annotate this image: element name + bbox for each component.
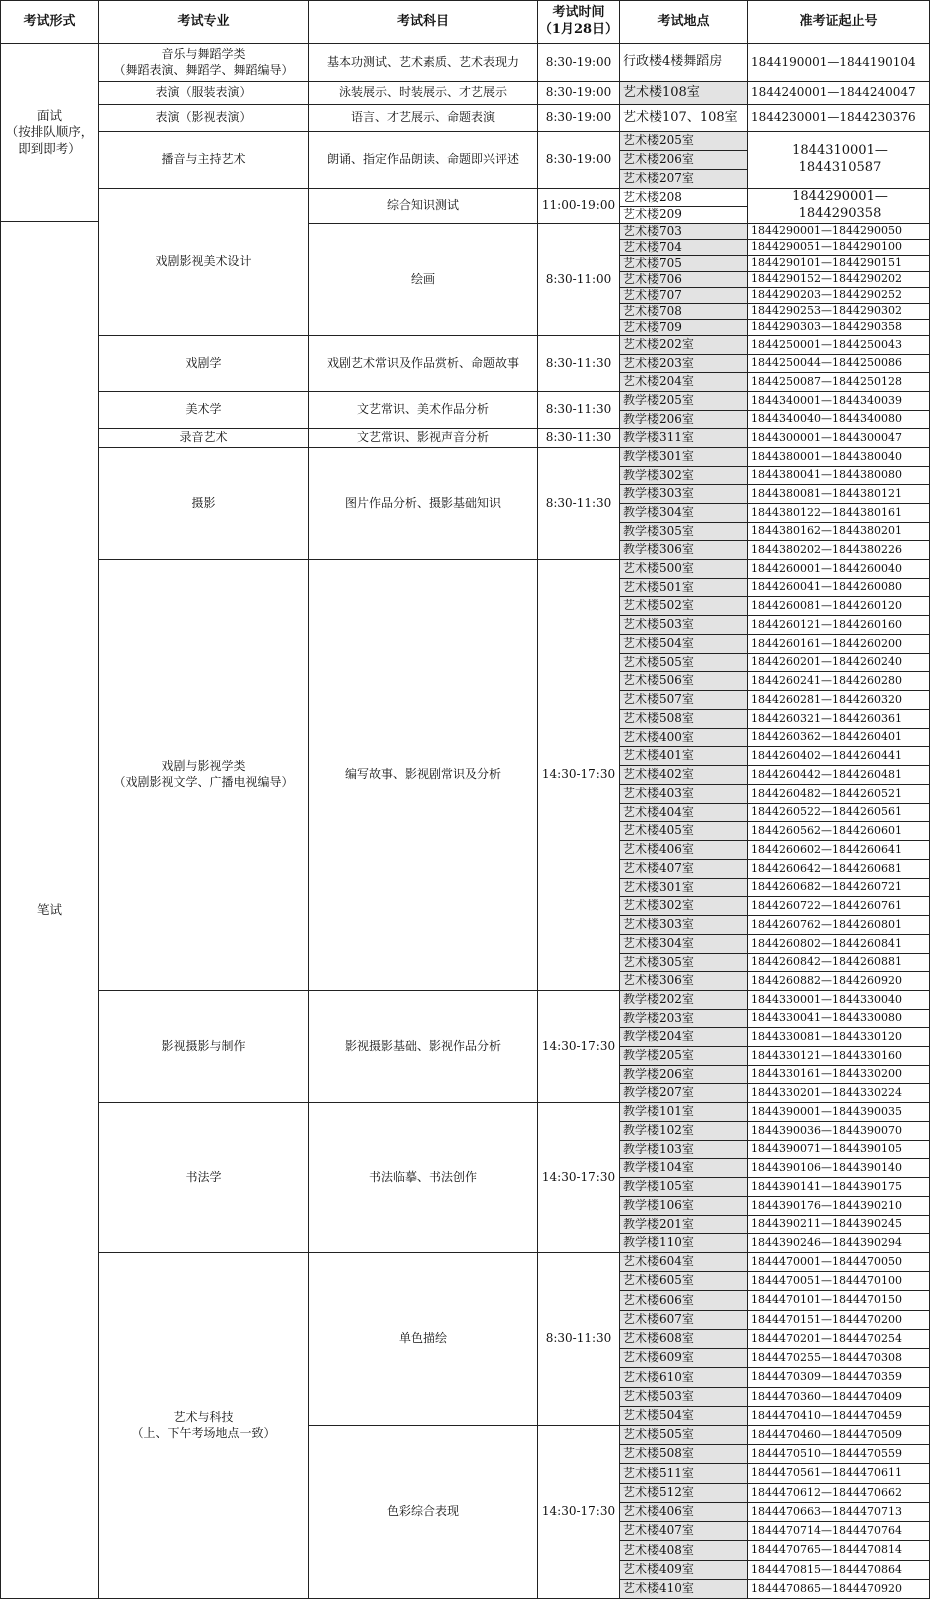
subject-g11: 影视摄影基础、影视作品分析: [308, 990, 538, 1103]
ticket-range-g13a-6: 1844470255—1844470308: [747, 1348, 930, 1368]
ticket-range-g12-3: 1844390071—1844390105: [747, 1140, 930, 1159]
ticket-range-g10-16: 1844260602—1844260641: [747, 840, 930, 860]
time-g12: 14:30-17:30: [537, 1102, 620, 1253]
exam-location-g9-3: 教学楼303室: [619, 484, 748, 504]
ticket-range-g6-2: 1844250044—1844250086: [747, 354, 930, 373]
subject-g12: 书法临摹、书法创作: [308, 1102, 538, 1253]
major-g7: 美术学: [98, 391, 309, 429]
ticket-range-g13a-7: 1844470309—1844470359: [747, 1367, 930, 1388]
exam-location-g10-10: 艺术楼400室: [619, 728, 748, 747]
time-g2: 8:30-19:00: [537, 81, 620, 105]
time-g4: 8:30-19:00: [537, 131, 620, 189]
major-g13: 艺术与科技 （上、下午考场地点一致）: [98, 1252, 309, 1599]
major-g6: 戏剧学: [98, 335, 309, 392]
exam-location-g10-7: 艺术楼506室: [619, 671, 748, 691]
ticket-range-g13a-4: 1844470151—1844470200: [747, 1310, 930, 1330]
subject-g5-1: 综合知识测试: [308, 188, 538, 224]
ticket-range-g6-1: 1844250001—1844250043: [747, 335, 930, 355]
time-g3: 8:30-19:00: [537, 104, 620, 132]
ticket-range-g10-17: 1844260642—1844260681: [747, 859, 930, 879]
ticket-range-g5b-5: 1844290203—1844290252: [747, 287, 930, 304]
ticket-range-g11-5: 1844330161—1844330200: [747, 1065, 930, 1084]
major-g3: 表演（影视表演）: [98, 104, 309, 132]
exam-location-g4-1: 艺术楼205室: [619, 131, 748, 151]
exam-location-g7-1: 教学楼205室: [619, 391, 748, 411]
ticket-range-g12-1: 1844390001—1844390035: [747, 1102, 930, 1122]
exam-location-g4-2: 艺术楼206室: [619, 150, 748, 170]
header-exam-time: 考试时间 （1月28日）: [537, 0, 620, 44]
ticket-range-g13b-7: 1844470765—1844470814: [747, 1540, 930, 1561]
exam-location-g10-20: 艺术楼303室: [619, 915, 748, 935]
exam-location-g13a-3: 艺术楼606室: [619, 1290, 748, 1311]
ticket-range-g10-1: 1844260001—1844260040: [747, 559, 930, 579]
ticket-range-g2-1: 1844240001—1844240047: [747, 81, 930, 105]
exam-location-g5b-3: 艺术楼705: [619, 255, 748, 272]
exam-location-g10-18: 艺术楼301室: [619, 878, 748, 897]
subject-g1: 基本功测试、艺术素质、艺术表现力: [308, 43, 538, 82]
subject-g7: 文艺常识、美术作品分析: [308, 391, 538, 429]
ticket-range-g1-1: 1844190001—1844190104: [747, 43, 930, 82]
major-g5: 戏剧影视美术设计: [98, 188, 309, 336]
major-g8: 录音艺术: [98, 428, 309, 448]
exam-location-g13b-2: 艺术楼508室: [619, 1444, 748, 1464]
exam-location-g6-3: 艺术楼204室: [619, 372, 748, 392]
ticket-range-g13b-1: 1844470460—1844470509: [747, 1425, 930, 1445]
header-exam-subject: 考试科目: [308, 0, 538, 44]
exam-location-g10-6: 艺术楼505室: [619, 653, 748, 672]
subject-g5-2: 绘画: [308, 223, 538, 336]
ticket-range-g10-9: 1844260321—1844260361: [747, 709, 930, 729]
exam-location-g5a-2: 艺术楼209: [619, 206, 748, 224]
exam-location-g5b-2: 艺术楼704: [619, 239, 748, 256]
ticket-range-g11-4: 1844330121—1844330160: [747, 1046, 930, 1066]
ticket-range-g9-5: 1844380162—1844380201: [747, 522, 930, 541]
ticket-range-g13a-8: 1844470360—1844470409: [747, 1387, 930, 1407]
major-g4: 播音与主持艺术: [98, 131, 309, 189]
ticket-range-g10-8: 1844260281—1844260320: [747, 690, 930, 710]
subject-g6: 戏剧艺术常识及作品赏析、命题故事: [308, 335, 538, 392]
ticket-range-g5b-6: 1844290253—1844290302: [747, 303, 930, 320]
ticket-range-g5b-2: 1844290051—1844290100: [747, 239, 930, 256]
exam-location-g9-5: 教学楼305室: [619, 522, 748, 541]
ticket-range-g10-19: 1844260722—1844260761: [747, 896, 930, 916]
exam-location-g5a-1: 艺术楼208: [619, 188, 748, 207]
ticket-range-g5b-1: 1844290001—1844290050: [747, 223, 930, 240]
header-ticket-range: 准考证起止号: [747, 0, 930, 44]
exam-location-g10-19: 艺术楼302室: [619, 896, 748, 916]
time-g7: 8:30-11:30: [537, 391, 620, 429]
exam-location-g10-11: 艺术楼401室: [619, 746, 748, 766]
exam-location-g10-12: 艺术楼402室: [619, 765, 748, 785]
exam-location-g5b-1: 艺术楼703: [619, 223, 748, 240]
exam-location-g11-2: 教学楼203室: [619, 1009, 748, 1028]
ticket-range-g5b-7: 1844290303—1844290358: [747, 319, 930, 336]
subject-g10: 编写故事、影视剧常识及分析: [308, 559, 538, 991]
exam-location-g10-23: 艺术楼306室: [619, 971, 748, 991]
exam-location-g10-13: 艺术楼403室: [619, 784, 748, 804]
time-g11: 14:30-17:30: [537, 990, 620, 1103]
ticket-range-g10-12: 1844260442—1844260481: [747, 765, 930, 785]
exam-location-g12-7: 教学楼201室: [619, 1215, 748, 1234]
ticket-range-g7-2: 1844340040—1844340080: [747, 410, 930, 429]
exam-location-g11-3: 教学楼204室: [619, 1027, 748, 1047]
time-g5-1: 11:00-19:00: [537, 188, 620, 224]
time-g6: 8:30-11:30: [537, 335, 620, 392]
exam-location-g10-2: 艺术楼501室: [619, 578, 748, 597]
exam-location-g11-1: 教学楼202室: [619, 990, 748, 1010]
form-interview: 面试 （按排队顺序， 即到即考）: [0, 43, 99, 222]
major-g12: 书法学: [98, 1102, 309, 1253]
ticket-range-g11-2: 1844330041—1844330080: [747, 1009, 930, 1028]
ticket-range-g12-6: 1844390176—1844390210: [747, 1196, 930, 1216]
exam-location-g12-3: 教学楼103室: [619, 1140, 748, 1159]
ticket-range-g10-6: 1844260201—1844260240: [747, 653, 930, 672]
exam-location-g10-16: 艺术楼406室: [619, 840, 748, 860]
ticket-range-g10-7: 1844260241—1844260280: [747, 671, 930, 691]
ticket-range-g10-22: 1844260842—1844260881: [747, 953, 930, 972]
time-g13-2: 14:30-17:30: [537, 1425, 620, 1599]
ticket-range-g11-3: 1844330081—1844330120: [747, 1027, 930, 1047]
ticket-range-g10-10: 1844260362—1844260401: [747, 728, 930, 747]
ticket-range-g12-8: 1844390246—1844390294: [747, 1233, 930, 1253]
exam-location-g13a-7: 艺术楼610室: [619, 1367, 748, 1388]
ticket-range-g9-2: 1844380041—1844380080: [747, 466, 930, 485]
ticket-range-g10-2: 1844260041—1844260080: [747, 578, 930, 597]
ticket-range-g12-7: 1844390211—1844390245: [747, 1215, 930, 1234]
subject-g9: 图片作品分析、摄影基础知识: [308, 447, 538, 560]
ticket-range-g10-13: 1844260482—1844260521: [747, 784, 930, 804]
ticket-range-g13b-6: 1844470714—1844470764: [747, 1521, 930, 1541]
ticket-range-g13a-1: 1844470001—1844470050: [747, 1252, 930, 1272]
major-g9: 摄影: [98, 447, 309, 560]
exam-location-g13b-5: 艺术楼406室: [619, 1502, 748, 1522]
ticket-range-g5b-4: 1844290152—1844290202: [747, 271, 930, 288]
time-g5-2: 8:30-11:00: [537, 223, 620, 336]
exam-location-g10-5: 艺术楼504室: [619, 634, 748, 654]
subject-g3: 语言、才艺展示、命题表演: [308, 104, 538, 132]
ticket-range-g6-3: 1844250087—1844250128: [747, 372, 930, 392]
ticket-range-g4-1: 1844310001—1844310587: [747, 131, 930, 189]
subject-g13-2: 色彩综合表现: [308, 1425, 538, 1599]
ticket-range-g10-5: 1844260161—1844260200: [747, 634, 930, 654]
exam-location-g8-1: 教学楼311室: [619, 428, 748, 448]
time-g13-1: 8:30-11:30: [537, 1252, 620, 1426]
subject-g4: 朗诵、指定作品朗读、命题即兴评述: [308, 131, 538, 189]
ticket-range-g13a-2: 1844470051—1844470100: [747, 1271, 930, 1291]
ticket-range-g13b-4: 1844470612—1844470662: [747, 1483, 930, 1503]
subject-g8: 文艺常识、影视声音分析: [308, 428, 538, 448]
exam-location-g5b-6: 艺术楼708: [619, 303, 748, 320]
exam-location-g13b-7: 艺术楼408室: [619, 1540, 748, 1561]
exam-location-g5b-4: 艺术楼706: [619, 271, 748, 288]
exam-location-g9-4: 教学楼304室: [619, 503, 748, 523]
major-g11: 影视摄影与制作: [98, 990, 309, 1103]
ticket-range-g13a-3: 1844470101—1844470150: [747, 1290, 930, 1311]
exam-location-g13b-8: 艺术楼409室: [619, 1560, 748, 1580]
exam-location-g13b-4: 艺术楼512室: [619, 1483, 748, 1503]
exam-location-g6-2: 艺术楼203室: [619, 354, 748, 373]
exam-location-g13b-1: 艺术楼505室: [619, 1425, 748, 1445]
header-exam-major: 考试专业: [98, 0, 309, 44]
ticket-range-g13b-2: 1844470510—1844470559: [747, 1444, 930, 1464]
exam-location-g3-1: 艺术楼107、108室: [619, 104, 748, 132]
exam-location-g10-21: 艺术楼304室: [619, 934, 748, 954]
ticket-range-g13a-5: 1844470201—1844470254: [747, 1329, 930, 1349]
exam-location-g10-15: 艺术楼405室: [619, 821, 748, 841]
exam-location-g5b-7: 艺术楼709: [619, 319, 748, 336]
ticket-range-g5b-3: 1844290101—1844290151: [747, 255, 930, 272]
exam-location-g12-5: 教学楼105室: [619, 1177, 748, 1197]
exam-location-g7-2: 教学楼206室: [619, 410, 748, 429]
ticket-range-g13a-9: 1844470410—1844470459: [747, 1406, 930, 1426]
exam-location-g9-2: 教学楼302室: [619, 466, 748, 485]
exam-location-g2-1: 艺术楼108室: [619, 81, 748, 105]
exam-location-g12-1: 教学楼101室: [619, 1102, 748, 1122]
exam-location-g12-8: 教学楼110室: [619, 1233, 748, 1253]
time-g9: 8:30-11:30: [537, 447, 620, 560]
exam-location-g10-3: 艺术楼502室: [619, 596, 748, 616]
ticket-range-g13b-3: 1844470561—1844470611: [747, 1463, 930, 1484]
exam-location-g13b-3: 艺术楼511室: [619, 1463, 748, 1484]
exam-location-g4-3: 艺术楼207室: [619, 169, 748, 189]
exam-location-g12-6: 教学楼106室: [619, 1196, 748, 1216]
time-g8: 8:30-11:30: [537, 428, 620, 448]
ticket-range-g8-1: 1844300001—1844300047: [747, 428, 930, 448]
ticket-range-g5a-1: 1844290001—1844290358: [747, 188, 930, 224]
exam-location-g13a-8: 艺术楼503室: [619, 1387, 748, 1407]
ticket-range-g11-6: 1844330201—1844330224: [747, 1083, 930, 1103]
major-g2: 表演（服装表演）: [98, 81, 309, 105]
exam-location-g10-8: 艺术楼507室: [619, 690, 748, 710]
ticket-range-g9-6: 1844380202—1844380226: [747, 540, 930, 560]
exam-location-g13a-5: 艺术楼608室: [619, 1329, 748, 1349]
exam-location-g6-1: 艺术楼202室: [619, 335, 748, 355]
major-g1: 音乐与舞蹈学类 （舞蹈表演、舞蹈学、舞蹈编导）: [98, 43, 309, 82]
exam-location-g13a-2: 艺术楼605室: [619, 1271, 748, 1291]
exam-location-g10-4: 艺术楼503室: [619, 615, 748, 635]
ticket-range-g10-14: 1844260522—1844260561: [747, 803, 930, 822]
exam-location-g13b-6: 艺术楼407室: [619, 1521, 748, 1541]
header-exam-form: 考试形式: [0, 0, 99, 44]
ticket-range-g10-3: 1844260081—1844260120: [747, 596, 930, 616]
exam-location-g13a-6: 艺术楼609室: [619, 1348, 748, 1368]
time-g1: 8:30-19:00: [537, 43, 620, 82]
ticket-range-g10-15: 1844260562—1844260601: [747, 821, 930, 841]
ticket-range-g9-3: 1844380081—1844380121: [747, 484, 930, 504]
header-exam-location: 考试地点: [619, 0, 748, 44]
exam-location-g9-1: 教学楼301室: [619, 447, 748, 467]
exam-location-g5b-5: 艺术楼707: [619, 287, 748, 304]
ticket-range-g10-20: 1844260762—1844260801: [747, 915, 930, 935]
ticket-range-g10-21: 1844260802—1844260841: [747, 934, 930, 954]
ticket-range-g11-1: 1844330001—1844330040: [747, 990, 930, 1010]
ticket-range-g12-2: 1844390036—1844390070: [747, 1121, 930, 1141]
exam-location-g10-1: 艺术楼500室: [619, 559, 748, 579]
exam-location-g13b-9: 艺术楼410室: [619, 1579, 748, 1599]
exam-location-g1-1: 行政楼4楼舞蹈房: [619, 43, 748, 82]
exam-location-g10-9: 艺术楼508室: [619, 709, 748, 729]
form-written: 笔试: [0, 221, 99, 1599]
exam-location-g10-17: 艺术楼407室: [619, 859, 748, 879]
ticket-range-g10-23: 1844260882—1844260920: [747, 971, 930, 991]
ticket-range-g13b-9: 1844470865—1844470920: [747, 1579, 930, 1599]
ticket-range-g9-4: 1844380122—1844380161: [747, 503, 930, 523]
major-g10: 戏剧与影视学类 （戏剧影视文学、广播电视编导）: [98, 559, 309, 991]
exam-location-g12-2: 教学楼102室: [619, 1121, 748, 1141]
ticket-range-g3-1: 1844230001—1844230376: [747, 104, 930, 132]
exam-location-g12-4: 教学楼104室: [619, 1158, 748, 1178]
exam-location-g11-5: 教学楼206室: [619, 1065, 748, 1084]
exam-location-g10-22: 艺术楼305室: [619, 953, 748, 972]
subject-g13-1: 单色描绘: [308, 1252, 538, 1426]
exam-location-g13a-4: 艺术楼607室: [619, 1310, 748, 1330]
ticket-range-g12-4: 1844390106—1844390140: [747, 1158, 930, 1178]
subject-g2: 泳装展示、时装展示、才艺展示: [308, 81, 538, 105]
ticket-range-g13b-5: 1844470663—1844470713: [747, 1502, 930, 1522]
ticket-range-g13b-8: 1844470815—1844470864: [747, 1560, 930, 1580]
exam-location-g11-6: 教学楼207室: [619, 1083, 748, 1103]
ticket-range-g12-5: 1844390141—1844390175: [747, 1177, 930, 1197]
ticket-range-g7-1: 1844340001—1844340039: [747, 391, 930, 411]
time-g10: 14:30-17:30: [537, 559, 620, 991]
ticket-range-g10-11: 1844260402—1844260441: [747, 746, 930, 766]
exam-location-g13a-1: 艺术楼604室: [619, 1252, 748, 1272]
exam-location-g9-6: 教学楼306室: [619, 540, 748, 560]
ticket-range-g9-1: 1844380001—1844380040: [747, 447, 930, 467]
exam-location-g11-4: 教学楼205室: [619, 1046, 748, 1066]
exam-location-g10-14: 艺术楼404室: [619, 803, 748, 822]
ticket-range-g10-18: 1844260682—1844260721: [747, 878, 930, 897]
ticket-range-g10-4: 1844260121—1844260160: [747, 615, 930, 635]
exam-location-g13a-9: 艺术楼504室: [619, 1406, 748, 1426]
